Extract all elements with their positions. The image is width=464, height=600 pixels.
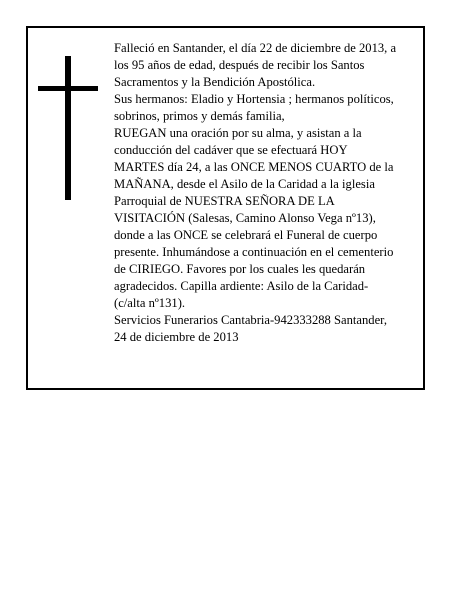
text-line: VISITACIÓN (Salesas, Camino Alonso Vega nº13), [114, 211, 376, 225]
text-line: sobrinos, primos y demás familia, [114, 109, 285, 123]
text-line: Falleció en Santander, el día 22 de diciembre de 2013, a [114, 41, 397, 55]
cross-horizontal-bar [38, 86, 98, 91]
cross-vertical-bar [65, 56, 71, 200]
cross-icon [38, 56, 98, 200]
text-line: de CIRIEGO. Favores por los cuales les quedarán [114, 262, 366, 276]
text-line: donde a las ONCE se celebrará el Funeral de cuerpo [114, 228, 378, 242]
text-line: presente. Inhumándose a continuación en el cementerio [114, 245, 394, 259]
text-line: Parroquial de NUESTRA SEÑORA DE LA [114, 194, 335, 208]
text-line: RUEGAN una oración por su alma, y asistan a la [114, 126, 362, 140]
text-line: 24 de diciembre de 2013 [114, 330, 239, 344]
text-line: (c/alta nº131). [114, 296, 186, 310]
text-line: Sacramentos y la Bendición Apostólica. [114, 75, 316, 89]
text-line: conducción del cadáver que se efectuará HOY [114, 143, 348, 157]
text-line: Sus hermanos: Eladio y Hortensia ; hermanos políticos, [114, 92, 394, 106]
obituary-text [114, 40, 424, 346]
text-line: Servicios Funerarios Cantabria-942333288 Santander, [114, 313, 387, 327]
text-line: agradecidos. Capilla ardiente: Asilo de la Caridad- [114, 279, 369, 293]
text-line: MAÑANA, desde el Asilo de la Caridad a la iglesia [114, 177, 375, 191]
text-line: MARTES día 24, a las ONCE MENOS CUARTO de la [114, 160, 394, 174]
text-line: los 95 años de edad, después de recibir los Santos [114, 58, 365, 72]
obituary-notice [26, 26, 425, 390]
